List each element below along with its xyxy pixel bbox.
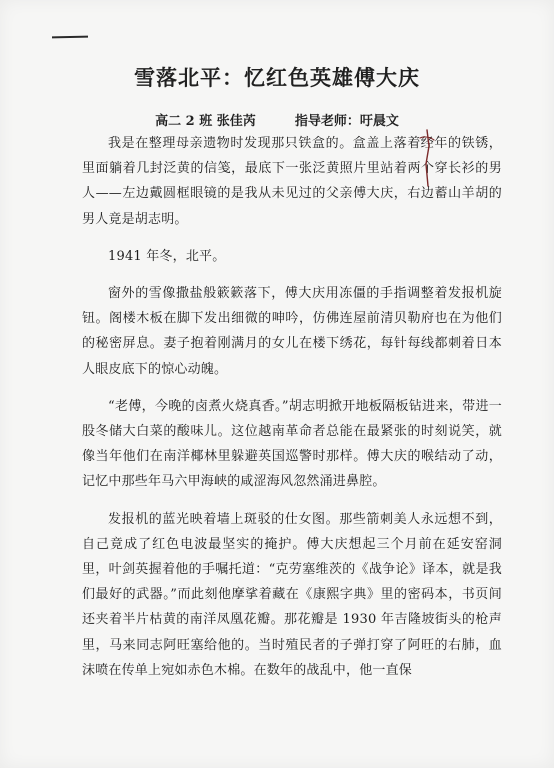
document-body (82, 131, 502, 683)
paragraph-3: 窗外的雪像撒盐般簌簌落下，傅大庆用冻僵的手指调整着发报机旋钮。阁楼木板在脚下发出细微的呻吟，仿佛连屋前清贝勒府也在为他们的秘密屏息。妻子抱着刚满月的女儿在楼下绣花，每针每线都刺着日本人眼皮底下的惊心动魄。 (82, 286, 502, 377)
document-byline (0, 110, 554, 129)
author-line: 高二 2 班 张佳芮 (155, 114, 256, 129)
paragraph-2: 1941 年冬，北平。 (108, 248, 226, 264)
advisor-line: 指导老师：吁晨文 (294, 114, 399, 129)
header-rule (52, 36, 88, 39)
paragraph-1: 我是在整理母亲遗物时发现那只铁盒的。盒盖上落着经年的铁锈，里面躺着几封泛黄的信笺，最底下一张泛黄照片里站着两个穿长衫的男人——左边戴圆框眼镜的是我从未见过的父亲傅大庆，右边蓄山羊胡的男人竟是胡志明。 (82, 136, 502, 227)
paragraph-4: “老傅，今晚的卤煮火烧真香。”胡志明掀开地板隔板钻进来，带进一股冬储大白菜的酸味儿。这位越南革命者总能在最紧张的时刻说笑，就像当年他们在南洋椰林里躲避英国巡警时那样。傅大庆的喉结动了动，记忆中那些年马六甲海峡的咸涩海风忽然涌进鼻腔。 (82, 398, 502, 490)
paragraph-5: 发报机的蓝光映着墙上斑驳的仕女图。那些箭刺美人永远想不到，自己竟成了红色电波最坚实的掩护。傅大庆想起三个月前在延安窑洞里，叶剑英握着他的手嘱托道：“克劳塞维茨的《战争论》译本，就是我们最好的武器。”而此刻他摩挲着藏在《康熙字典》里的密码本，书页间还夹着半片枯黄的南洋凤凰花瓣。那花瓣是 1930 年吉隆坡街头的枪声里，马来同志阿旺塞给他的。当时殖民者的子弹打穿了阿旺的右肺，血沫喷在传单上宛如赤色木棉。在数年的战乱中，他一直保 (82, 511, 502, 678)
document-title: 雪落北平：忆红色英雄傅大庆 (134, 65, 420, 90)
